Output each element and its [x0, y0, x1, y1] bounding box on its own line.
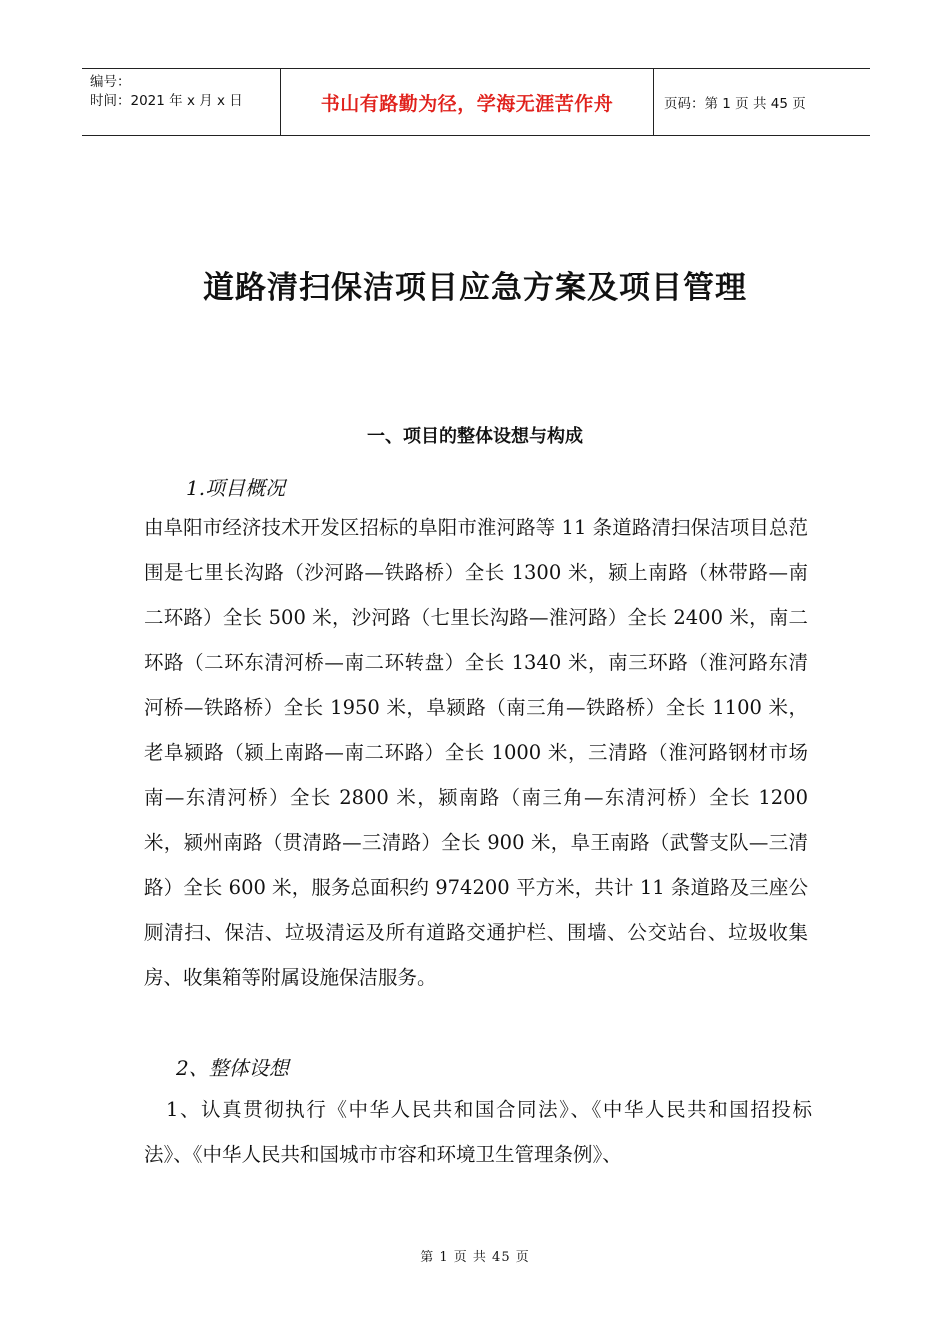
code-label: 编号：: [90, 74, 131, 90]
header-meta-cell: [82, 69, 281, 135]
header-motto: 书山有路勤为径，学海无涯苦作舟: [281, 69, 654, 135]
paragraph-project-overview: 由阜阳市经济技术开发区招标的阜阳市淮河路等 11 条道路清扫保洁项目总范围是七里长沟路（沙河路—铁路桥）全长 1300 米，颍上南路（林带路—南二环路）全长 500 米，沙河路（七里长沟路—淮河路）全长 2400 米，南二环路（二环东清河桥—南二环转盘）全长 1340 米，南三环路（淮河路东清河桥—铁路桥）全长 1950 米，阜颍路（南三角—铁路桥）全长 1100 米，老阜颍路（颍上南路—南二环路）全长 1000 米，三清路（淮河路钢材市场南—东清河桥）全长 2800 米，颍南路（南三角—东清河桥）全长 1200 米，颍州南路（贯清路—三清路）全长 900 米，阜王南路（武警支队—三清路）全长 600 米，服务总面积约 974200 平方米，共计 11 条道路及三座公厕清扫、保洁、垃圾清运及所有道路交通护栏、围墙、公交站台、垃圾收集房、收集箱等附属设施保洁服务。: [144, 516, 808, 989]
page-footer: 第 1 页 共 45 页: [420, 1250, 530, 1265]
document-title: 道路清扫保洁项目应急方案及项目管理: [203, 270, 747, 306]
subhead-overall-concept: 2、整体设想: [176, 1056, 289, 1080]
date-label: 时间：2021 年 x 月 x 日: [90, 93, 243, 109]
paragraph-overall-concept: 1、认真贯彻执行《中华人民共和国合同法》、《中华人民共和国招投标法》、《中华人民共和国城市市容和环境卫生管理条例》、: [144, 1098, 812, 1166]
header-table: [82, 68, 870, 136]
header-page-info: 页码：第 1 页 共 45 页: [664, 96, 806, 112]
section-title: 一、项目的整体设想与构成: [367, 426, 583, 447]
subhead-project-overview: 1.项目概况: [186, 476, 286, 500]
